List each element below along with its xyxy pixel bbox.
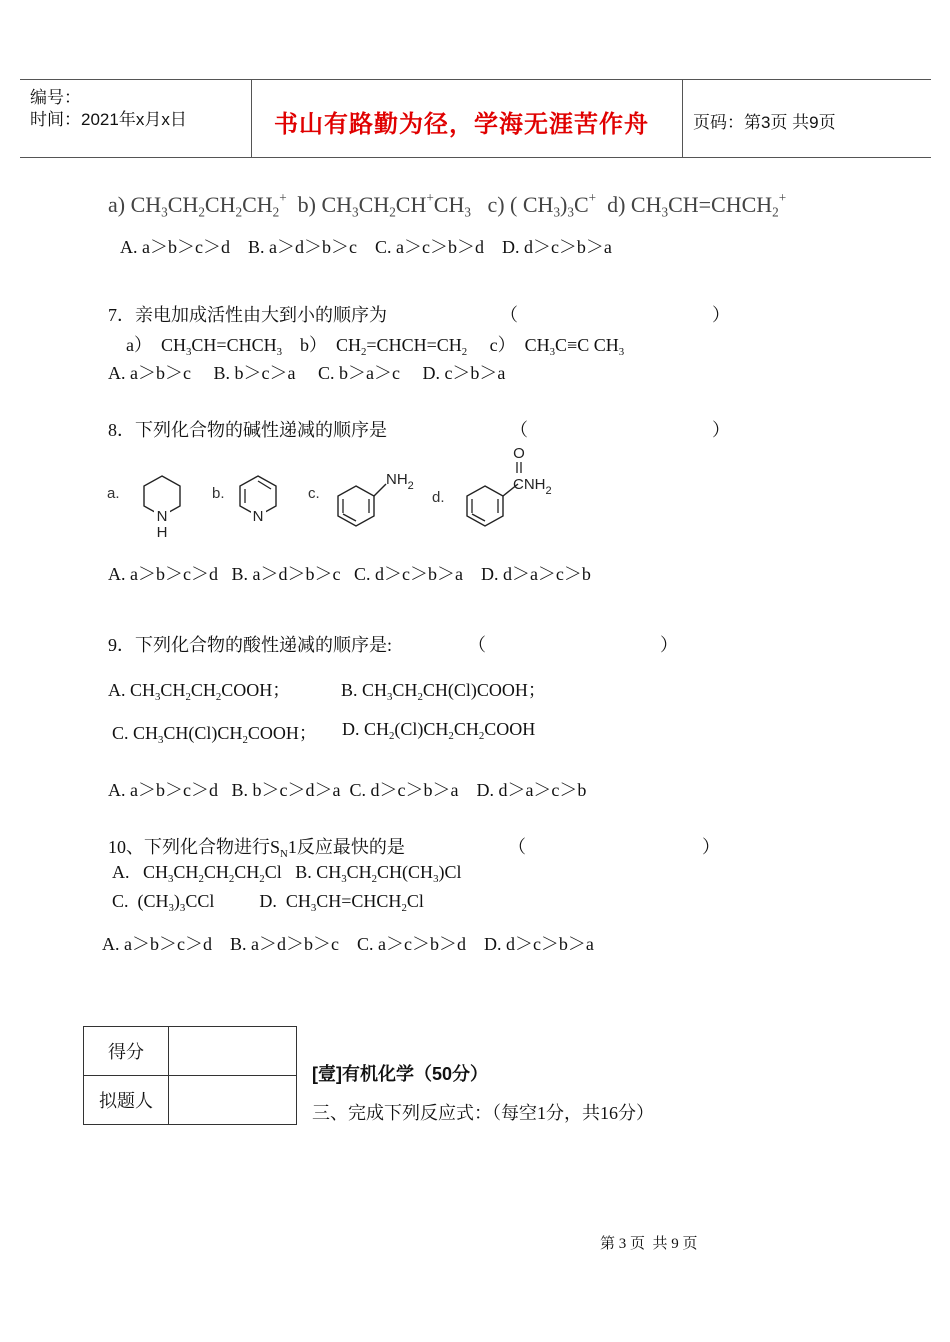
q9-compound-d: D. $CH_2(Cl)CH_2CH_2COOH$: [342, 719, 536, 742]
q8-label-c: c.: [308, 485, 320, 502]
q9-compound-b: B. $CH_3CH_2CH(Cl)COOH$；: [341, 680, 546, 703]
benzamide-cnh2: $CNH_2$: [513, 476, 552, 497]
score-row: [84, 1027, 297, 1076]
q10-paren-close: ）: [702, 837, 720, 857]
section-title: [壹]有机化学（50分）: [312, 1064, 489, 1084]
pyridine-n: N: [252, 508, 264, 525]
section-instruction: 三、完成下列反应式：（每空1分，共16分）: [312, 1103, 654, 1123]
q9-paren-open: （: [468, 635, 486, 655]
header-divider-2: [682, 79, 683, 157]
q10-options: A. a＞b＞c＞d B. a＞d＞b＞c C. a＞c＞b＞d D. d＞c＞b＞a: [102, 934, 594, 954]
q10-paren-open: （: [508, 837, 526, 857]
q7-compound-a: a） $CH_3CH=CHCH_3$: [126, 335, 282, 358]
q9-compound-c: C. $CH_3CH(Cl)CH_2COOH$；: [112, 723, 317, 746]
q9-stem: 9．下列化合物的酸性递减的顺序是:: [108, 635, 392, 655]
aniline-c-n-bond: [374, 484, 386, 496]
q8-stem: 8．下列化合物的碱性递减的顺序是: [108, 420, 387, 440]
q10-compounds-row-2: C. $(CH_3)_3CCl$ D. $CH_3CH=CHCH_2Cl$: [112, 891, 424, 914]
q8-label-a: a.: [107, 485, 120, 502]
q7-options: A. a＞b＞c B. b＞c＞a C. b＞a＞c D. c＞b＞a: [108, 363, 506, 383]
footer-page-number: 第 3 页 共 9 页: [600, 1236, 698, 1252]
q8-paren-open: （: [510, 420, 528, 440]
page-label: 页码：第3页 共9页: [693, 113, 836, 132]
q7-compounds: [126, 331, 624, 358]
piperidine-n: N: [156, 508, 168, 525]
q10-compounds-row-1: A. $CH_3CH_2CH_2CH_2Cl$ B. $CH_3CH_2CH(CH_3)Cl$: [112, 862, 462, 885]
benzamide-o: O: [513, 445, 525, 462]
aniline-nh2: $NH_2$: [386, 471, 414, 492]
q8-label-d: d.: [432, 489, 445, 506]
time-label: 时间：2021年x月x日: [30, 110, 187, 129]
q7-paren-open: （: [500, 305, 518, 325]
header-motto: 书山有路勤为径，学海无涯苦作舟: [274, 111, 649, 138]
q9-compound-a: A. $CH_3CH_2CH_2COOH$；: [108, 680, 291, 703]
q8-label-b: b.: [212, 485, 225, 502]
q9-paren-close: ）: [660, 635, 678, 655]
q8-structures: [100, 440, 600, 550]
q9-options: A. a＞b＞c＞d B. b＞c＞d＞a C. d＞c＞b＞a D. d＞a＞c＞b: [108, 780, 587, 800]
score-table: [83, 1026, 297, 1125]
setter-label: 拟题人: [84, 1076, 169, 1125]
q10-stem: 10、下列化合物进行$S_N1$反应最快的是: [108, 837, 405, 860]
q7-paren-close: ）: [712, 305, 730, 325]
piperidine-h: H: [156, 524, 168, 541]
q7-compound-c: c） $CH_3C\equiv C$ $CH_3$: [489, 335, 625, 358]
setter-row: [84, 1076, 297, 1125]
header-top-rule: [20, 79, 931, 80]
q7-stem: 7．亲电加成活性由大到小的顺序为: [108, 305, 387, 325]
q6-compound-b: b) $CH_3CH_2CH^+CH_3$: [297, 190, 471, 220]
setter-value-cell[interactable]: [169, 1076, 297, 1125]
q8-options: A. a＞b＞c＞d B. a＞d＞b＞c C. d＞c＞b＞a D. d＞a＞c＞b: [108, 564, 591, 584]
serial-label: 编号：: [30, 88, 81, 107]
header-divider-1: [251, 79, 252, 157]
q6-compound-a: a) $CH_3CH_2CH_2CH_2^+$: [108, 190, 287, 220]
score-value-cell[interactable]: [169, 1027, 297, 1076]
q7-compound-b: b） $CH_2=CHCH=CH_2$: [299, 335, 468, 358]
header-bottom-rule: [20, 157, 931, 158]
score-label: 得分: [84, 1027, 169, 1076]
q6-compound-d: d) $CH_3CH=CHCH_2^+$: [607, 190, 787, 220]
q6-compounds: [108, 190, 786, 221]
q8-paren-close: ）: [712, 420, 730, 440]
q6-compound-c: c) ( $CH_3)_3C^+$: [487, 190, 597, 220]
q6-options: A. a＞b＞c＞d B. a＞d＞b＞c C. a＞c＞b＞d D. d＞c＞b＞a: [120, 237, 612, 257]
